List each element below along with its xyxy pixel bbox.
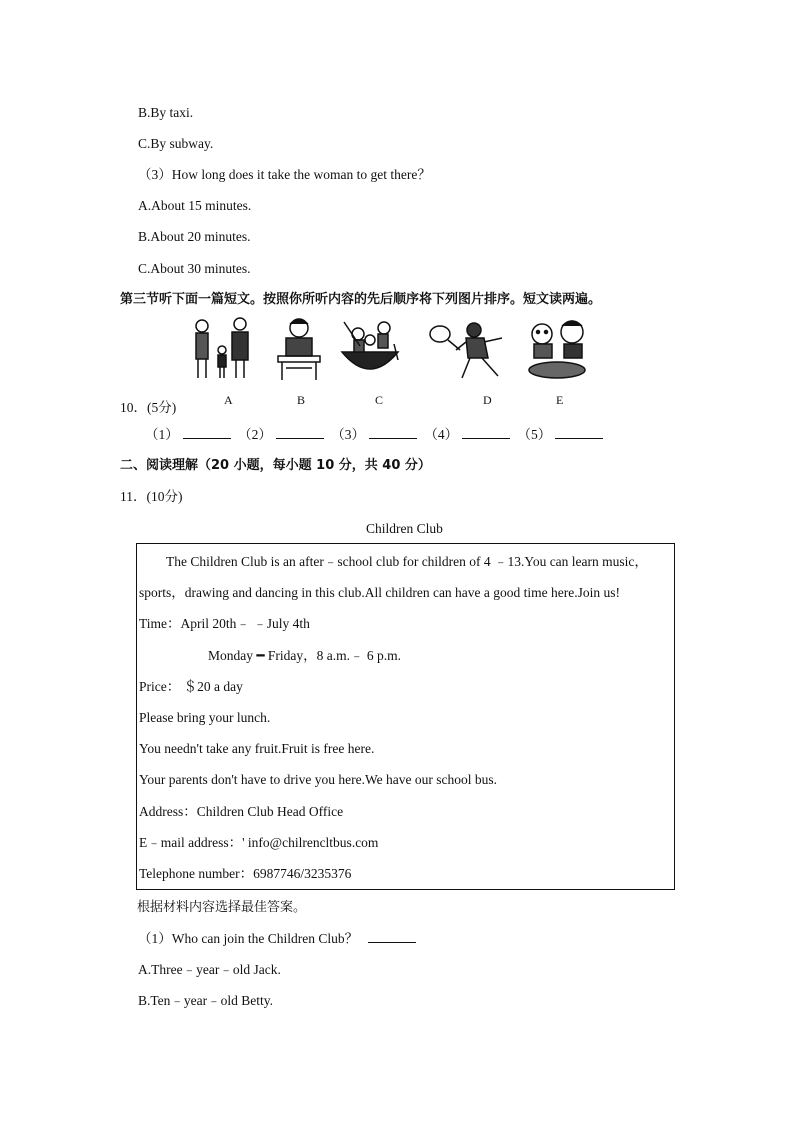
passage-time: Time：April 20th﹣ ﹣July 4th: [139, 616, 310, 631]
picture-e-eating: [524, 316, 590, 382]
passage-address: Address：Children Club Head Office: [139, 804, 344, 819]
answer-blank-5[interactable]: [555, 426, 603, 439]
passage-telephone: Telephone number：6987746/3235376: [139, 866, 352, 881]
q3-question: （3）How long does it take the woman to get there？: [138, 167, 431, 182]
passage-fruit: You needn't take any fruit.Fruit is free here.: [139, 741, 375, 756]
q3-option-c: C.About 30 minutes.: [138, 261, 251, 276]
q1-option-a: A.Three﹣year﹣old Jack.: [138, 962, 281, 977]
passage-title: Children Club: [366, 521, 443, 536]
q2-option-b: B.By taxi.: [138, 105, 194, 120]
passage-email: E﹣mail address：' info@chilrencltbus.com: [139, 835, 379, 850]
part2-heading: 二、阅读理解（20 小题，每小题 10 分，共 40 分）: [120, 458, 431, 473]
q2-option-c: C.By subway.: [138, 136, 214, 151]
picture-label-d: D: [483, 393, 492, 407]
q1-answer-blank[interactable]: [368, 930, 416, 943]
passage-lunch: Please bring your lunch.: [139, 710, 271, 725]
passage-line-2: sports，drawing and dancing in this club.All children can have a good time here.Join us!: [139, 585, 621, 600]
q1-option-b: B.Ten﹣year﹣old Betty.: [138, 993, 274, 1008]
picture-a-family: [188, 316, 256, 382]
passage-bus: Your parents don't have to drive you here.We have our school bus.: [139, 772, 498, 787]
picture-d-badminton: [426, 316, 510, 382]
q1-row: [138, 930, 420, 948]
picture-label-b: B: [297, 393, 306, 407]
blank-label-3: （3）: [331, 427, 365, 442]
passage-hours: Monday ━ Friday，8 a.m.﹣ 6 p.m.: [208, 648, 401, 663]
picture-label-a: A: [224, 393, 233, 407]
blank-label-4: （4）: [424, 427, 459, 442]
answer-blank-1[interactable]: [183, 426, 231, 439]
picture-b-boy-desk: [274, 316, 324, 382]
picture-label-c: C: [375, 393, 384, 407]
blank-label-5: （5）: [517, 427, 552, 442]
q3-option-b: B.About 20 minutes.: [138, 229, 251, 244]
passage-line-1: The Children Club is an after﹣school club for children of 4 ﹣13.You can learn music，: [166, 554, 648, 569]
question-10-number: 10．(5分): [120, 400, 177, 415]
blank-label-1: （1）: [145, 427, 179, 442]
q1-question: （1）Who can join the Children Club？: [138, 931, 359, 946]
answer-blank-4[interactable]: [462, 426, 510, 439]
picture-c-boat: [340, 316, 400, 382]
instruction: 根据材料内容选择最佳答案。: [137, 900, 307, 915]
picture-label-e: E: [556, 393, 564, 407]
passage-price: Price： ＄20 a day: [139, 679, 243, 694]
blank-label-2: （2）: [238, 427, 272, 442]
q3-option-a: A.About 15 minutes.: [138, 198, 252, 213]
answer-blank-2[interactable]: [276, 426, 324, 439]
question-11-number: 11．(10分): [120, 489, 183, 504]
answer-blank-3[interactable]: [369, 426, 417, 439]
answer-blanks-row: [145, 426, 607, 444]
section3-heading: 第三节听下面一篇短文。按照你所听内容的先后顺序将下列图片排序。短文读两遍。: [120, 292, 602, 307]
